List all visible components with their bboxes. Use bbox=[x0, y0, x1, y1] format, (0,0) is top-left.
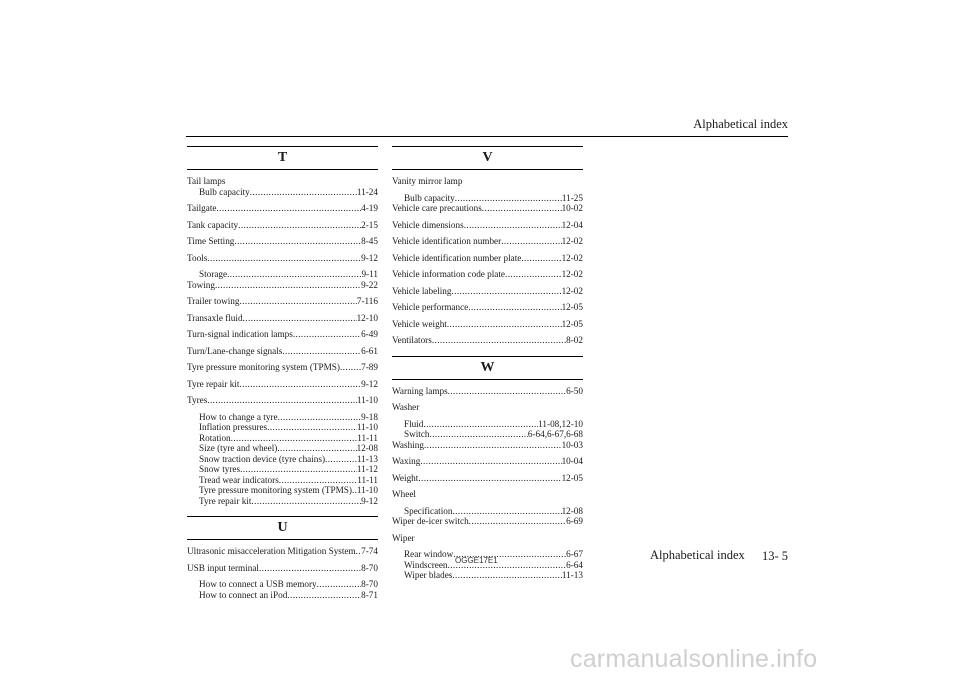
entry-term: Trailer towing bbox=[187, 296, 240, 306]
index-section bbox=[187, 146, 378, 506]
dot-leader bbox=[521, 253, 561, 264]
entry-term: Transaxle fluid bbox=[187, 312, 243, 323]
entry-term: Turn/Lane-change signals bbox=[187, 345, 283, 356]
entry-page-ref: 12-02 bbox=[561, 252, 583, 263]
entry-page-ref: 8-71 bbox=[361, 589, 378, 600]
index-entry bbox=[392, 269, 583, 280]
entry-page-ref: 8-45 bbox=[361, 236, 378, 246]
dot-leader bbox=[420, 456, 561, 467]
entry-term: Washing bbox=[392, 439, 424, 450]
entry-term: Vehicle care precautions bbox=[392, 203, 482, 213]
index-entry bbox=[392, 335, 583, 346]
dot-leader bbox=[293, 329, 361, 340]
entry-term: How to connect a USB memory bbox=[199, 579, 317, 589]
entry-term: Tank capacity bbox=[187, 219, 239, 230]
entry-page-ref: 11-10 bbox=[356, 485, 378, 495]
index-entry bbox=[392, 506, 583, 517]
entry-page-ref: 9-12 bbox=[361, 495, 378, 506]
entry-term: Ventilators bbox=[392, 335, 432, 345]
index-entry bbox=[187, 187, 378, 198]
dot-leader bbox=[277, 443, 356, 454]
entry-page-ref: 9-12 bbox=[361, 252, 378, 263]
index-entry bbox=[187, 346, 378, 357]
entry-page-ref: 12-05 bbox=[561, 318, 583, 329]
index-entry bbox=[187, 313, 378, 324]
entry-term: Rear window bbox=[404, 549, 454, 559]
entry-term: Tyre repair kit bbox=[199, 495, 252, 506]
entry-page-ref: 11-11 bbox=[357, 432, 378, 443]
entry-page-ref: 6-67 bbox=[566, 549, 583, 559]
entry-page-ref: 12-05 bbox=[561, 472, 583, 483]
dot-leader bbox=[231, 433, 358, 444]
dot-leader bbox=[251, 496, 361, 507]
entry-page-ref: 9-11 bbox=[361, 269, 378, 279]
entry-term: Towing bbox=[187, 279, 215, 290]
dot-leader bbox=[325, 454, 357, 465]
entry-page-ref: 8-70 bbox=[361, 579, 378, 589]
entry-term: Vanity mirror lamp bbox=[392, 176, 463, 186]
dot-leader bbox=[455, 193, 562, 204]
index-entry bbox=[187, 546, 378, 557]
entry-page-ref: 10-04 bbox=[561, 456, 583, 466]
entry-page-ref: 7-74 bbox=[361, 546, 378, 556]
dot-leader bbox=[259, 563, 361, 574]
entry-page-ref: 6-49 bbox=[361, 329, 378, 339]
dot-leader bbox=[340, 362, 361, 373]
dot-leader bbox=[240, 296, 357, 307]
entry-page-ref: 6-50 bbox=[566, 385, 583, 396]
entry-term: Tyre pressure monitoring system (TPMS) bbox=[199, 485, 352, 495]
index-entry bbox=[187, 563, 378, 574]
index-entry bbox=[187, 269, 378, 280]
entry-term: Vehicle dimensions bbox=[392, 219, 464, 230]
index-entry bbox=[187, 485, 378, 496]
dot-leader bbox=[240, 464, 357, 475]
dot-leader bbox=[469, 516, 566, 527]
index-entry bbox=[392, 236, 583, 247]
entry-page-ref: 11-10 bbox=[356, 395, 378, 405]
index-entry bbox=[187, 329, 378, 340]
dot-leader bbox=[448, 386, 567, 397]
dot-leader bbox=[239, 379, 361, 390]
entry-term: Washer bbox=[392, 402, 420, 412]
entry-page-ref: 6-64,6-67,6-68 bbox=[527, 429, 583, 439]
index-entry bbox=[187, 203, 378, 214]
entry-term: Time Setting bbox=[187, 236, 235, 246]
section-letter: T bbox=[187, 146, 378, 170]
entry-term: Vehicle labeling bbox=[392, 285, 452, 296]
entry-term: Ultrasonic misacceleration Mitigation System bbox=[187, 546, 356, 556]
entry-term: How to connect an iPod bbox=[199, 589, 288, 600]
entry-page-ref: 10-03 bbox=[561, 439, 583, 450]
entry-term: Tyre repair kit bbox=[187, 378, 240, 389]
index-entry bbox=[187, 422, 378, 433]
header-rule bbox=[186, 136, 788, 137]
entry-term: Warning lamps bbox=[392, 385, 448, 396]
index-entry bbox=[392, 419, 583, 430]
document-code: OGGE17E1 bbox=[455, 556, 498, 565]
entry-page-ref: 8-02 bbox=[566, 335, 583, 345]
entry-term: Vehicle identification number plate bbox=[392, 252, 522, 263]
index-entry bbox=[392, 516, 583, 527]
entry-term: Fluid bbox=[404, 418, 424, 429]
index-entry bbox=[187, 280, 378, 291]
dot-leader bbox=[424, 440, 562, 451]
entry-page-ref: 7-116 bbox=[356, 296, 378, 306]
dot-leader bbox=[505, 269, 562, 280]
entry-term: How to change a tyre bbox=[199, 411, 278, 422]
entry-page-ref: 8-70 bbox=[361, 562, 378, 573]
entry-term: Storage bbox=[199, 269, 228, 279]
index-entry bbox=[392, 253, 583, 264]
dot-leader bbox=[423, 419, 538, 430]
index-entry bbox=[392, 533, 583, 544]
entry-term: Windscreen bbox=[404, 559, 448, 570]
entry-page-ref: 12-04 bbox=[561, 219, 583, 230]
entry-page-ref: 11-10 bbox=[356, 422, 378, 432]
entry-term: Tread wear indicators bbox=[199, 474, 279, 485]
dot-leader bbox=[215, 280, 361, 291]
entry-page-ref: 4-19 bbox=[361, 203, 378, 213]
entry-page-ref: 9-22 bbox=[361, 279, 378, 290]
dot-leader bbox=[279, 475, 357, 486]
dot-leader bbox=[216, 203, 361, 214]
dot-leader bbox=[238, 220, 361, 231]
entry-term: Waxing bbox=[392, 456, 421, 466]
index-column-right bbox=[392, 146, 583, 591]
dot-leader bbox=[278, 412, 362, 423]
dot-leader bbox=[227, 269, 361, 280]
entry-term: Tyre pressure monitoring system (TPMS) bbox=[187, 362, 340, 372]
entry-term: Turn-signal indication lamps bbox=[187, 329, 293, 339]
entry-page-ref: 6-69 bbox=[566, 516, 583, 526]
index-entry bbox=[392, 456, 583, 467]
index-entry bbox=[392, 302, 583, 313]
index-entry bbox=[187, 433, 378, 444]
watermark: carmanualsonline.info bbox=[570, 645, 818, 673]
index-entry bbox=[187, 362, 378, 373]
running-head: Alphabetical index bbox=[693, 117, 788, 131]
index-entry bbox=[187, 464, 378, 475]
entry-page-ref: 11-08,12-10 bbox=[538, 418, 583, 429]
dot-leader bbox=[317, 579, 362, 590]
dot-leader bbox=[451, 286, 561, 297]
entry-page-ref: 11-13 bbox=[356, 453, 378, 464]
index-entry bbox=[187, 590, 378, 601]
entry-term: Tools bbox=[187, 252, 208, 263]
dot-leader bbox=[207, 253, 361, 264]
entry-page-ref: 12-02 bbox=[561, 236, 583, 246]
entry-term: Rotation bbox=[199, 432, 231, 443]
index-entry bbox=[392, 489, 583, 500]
page-number: 13- 5 bbox=[762, 549, 789, 563]
entry-page-ref: 2-15 bbox=[361, 219, 378, 230]
dot-leader bbox=[282, 346, 361, 357]
index-entry bbox=[187, 454, 378, 465]
entry-page-ref: 7-89 bbox=[361, 362, 378, 372]
entry-page-ref: 12-02 bbox=[561, 269, 583, 279]
entry-term: Switch bbox=[404, 429, 430, 439]
index-entry bbox=[187, 412, 378, 423]
entry-term: Specification bbox=[404, 505, 453, 516]
index-entry bbox=[187, 176, 378, 187]
index-entry bbox=[187, 379, 378, 390]
entry-page-ref: 12-02 bbox=[561, 285, 583, 296]
index-entry bbox=[187, 236, 378, 247]
entry-term: Wheel bbox=[392, 489, 416, 499]
entry-page-ref: 11-24 bbox=[356, 186, 378, 197]
dot-leader bbox=[207, 395, 357, 406]
index-entry bbox=[187, 253, 378, 264]
entry-term: Weight bbox=[392, 472, 419, 483]
entry-term: Vehicle identification number bbox=[392, 236, 502, 246]
section-letter: V bbox=[392, 146, 583, 170]
dot-leader bbox=[430, 429, 528, 440]
entry-term: USB input terminal bbox=[187, 562, 259, 573]
entry-term: Vehicle information code plate bbox=[392, 269, 506, 279]
index-entry bbox=[392, 402, 583, 413]
entry-term: Tailgate bbox=[187, 203, 217, 213]
entry-page-ref: 9-18 bbox=[361, 411, 378, 422]
dot-leader bbox=[243, 313, 357, 324]
dot-leader bbox=[418, 473, 561, 484]
dot-leader bbox=[452, 506, 561, 517]
entry-page-ref: 6-64 bbox=[566, 559, 583, 570]
entry-term: Inflation pressures bbox=[199, 422, 268, 432]
entry-term: Bulb capacity bbox=[404, 192, 455, 203]
entry-page-ref: 11-13 bbox=[561, 570, 583, 580]
entry-page-ref: 11-11 bbox=[357, 474, 378, 485]
entry-page-ref: 12-08 bbox=[561, 505, 583, 516]
index-section bbox=[392, 146, 583, 346]
entry-term: Snow tyres bbox=[199, 464, 241, 474]
entry-page-ref: 12-08 bbox=[356, 443, 378, 453]
index-section bbox=[187, 516, 378, 600]
index-section bbox=[392, 356, 583, 581]
entry-page-ref: 11-12 bbox=[356, 464, 378, 474]
index-entry bbox=[187, 443, 378, 454]
entry-term: Bulb capacity bbox=[199, 186, 250, 197]
entry-term: Snow traction device (tyre chains) bbox=[199, 453, 326, 464]
index-entry bbox=[187, 475, 378, 486]
index-entry bbox=[392, 386, 583, 397]
entry-term: Wiper bbox=[392, 532, 415, 543]
index-entry bbox=[392, 570, 583, 581]
index-entry bbox=[392, 319, 583, 330]
entry-term: Size (tyre and wheel) bbox=[199, 443, 278, 453]
index-entry bbox=[187, 220, 378, 231]
dot-leader bbox=[452, 570, 562, 581]
index-entry bbox=[392, 176, 583, 187]
index-entry bbox=[392, 220, 583, 231]
dot-leader bbox=[501, 236, 561, 247]
index-entry bbox=[392, 203, 583, 214]
dot-leader bbox=[464, 220, 562, 231]
footer-title: Alphabetical index bbox=[650, 548, 745, 562]
index-column-left bbox=[187, 146, 378, 610]
index-entry bbox=[392, 473, 583, 484]
index-entry bbox=[392, 193, 583, 204]
entry-page-ref: 12-10 bbox=[356, 312, 378, 323]
entry-term: Wiper de-icer switch bbox=[392, 516, 469, 526]
dot-leader bbox=[482, 203, 562, 214]
entry-term: Vehicle weight bbox=[392, 318, 447, 329]
dot-leader bbox=[250, 187, 357, 198]
entry-page-ref: 9-12 bbox=[361, 378, 378, 389]
index-entry bbox=[392, 286, 583, 297]
entry-term: Vehicle performance bbox=[392, 302, 469, 312]
entry-page-ref: 6-61 bbox=[361, 345, 378, 356]
index-entry bbox=[392, 440, 583, 451]
dot-leader bbox=[468, 302, 561, 313]
index-entry bbox=[187, 296, 378, 307]
index-entry bbox=[187, 579, 378, 590]
entry-term: Wiper blades bbox=[404, 570, 453, 580]
entry-term: Tail lamps bbox=[187, 176, 226, 186]
entry-page-ref: 10-02 bbox=[561, 203, 583, 213]
entry-term: Tyres bbox=[187, 395, 208, 405]
index-entry bbox=[187, 496, 378, 507]
section-letter: U bbox=[187, 516, 378, 540]
index-entry bbox=[187, 395, 378, 406]
dot-leader bbox=[234, 236, 361, 247]
index-entry bbox=[392, 429, 583, 440]
section-letter: W bbox=[392, 356, 583, 380]
entry-page-ref: 11-25 bbox=[561, 192, 583, 203]
dot-leader bbox=[447, 319, 562, 330]
entry-page-ref: 12-05 bbox=[561, 302, 583, 312]
dot-leader bbox=[267, 422, 357, 433]
dot-leader bbox=[432, 335, 566, 346]
dot-leader bbox=[287, 590, 361, 601]
